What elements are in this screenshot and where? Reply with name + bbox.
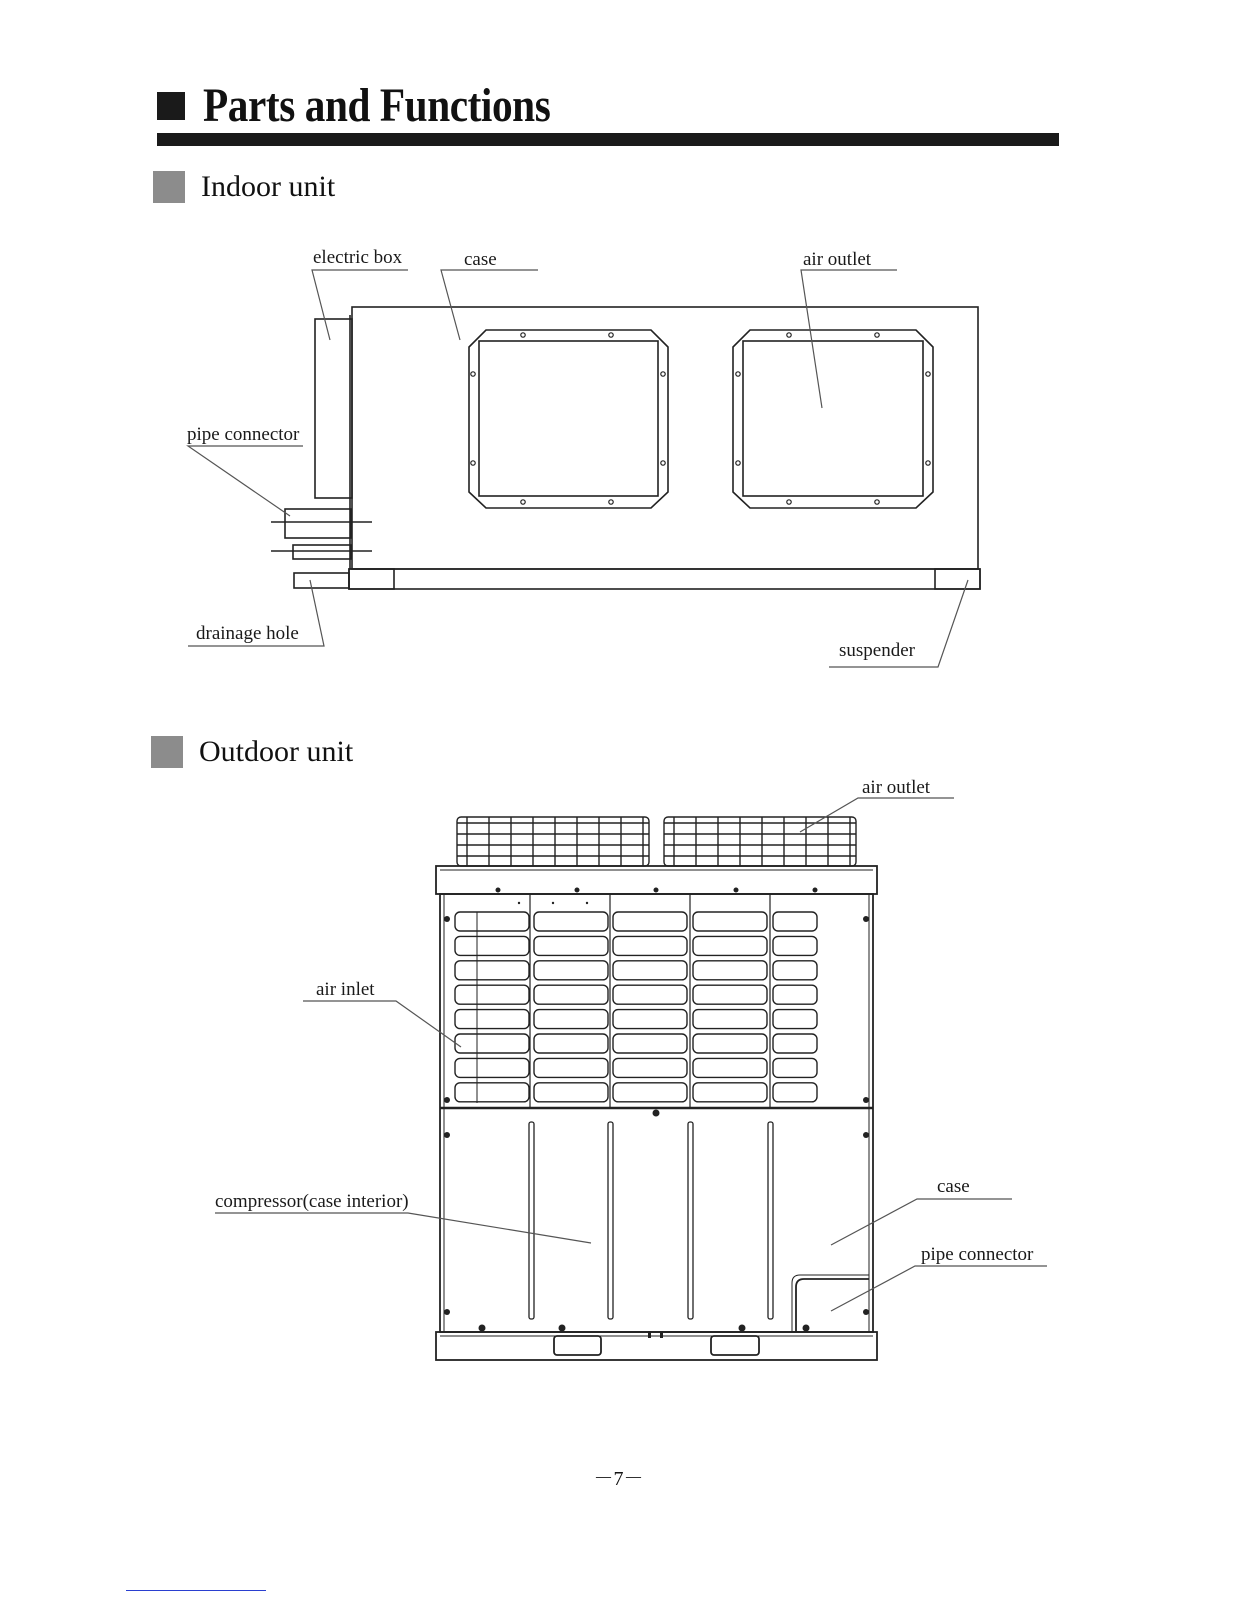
outdoor-unit-diagram [0, 760, 1237, 1380]
inlet-slot [693, 1083, 767, 1102]
inlet-slot [693, 961, 767, 980]
indoor-outlet-1 [469, 330, 668, 508]
indoor-heading-text: Indoor unit [201, 170, 336, 203]
inlet-slot [534, 912, 608, 931]
label-outdoor-compressor: compressor(case interior) [215, 1191, 409, 1212]
outdoor-heading-text: Outdoor unit [199, 735, 354, 768]
label-outdoor-pipe-connector: pipe connector [921, 1244, 1034, 1265]
inlet-slot [455, 936, 529, 955]
indoor-drainage-pipe [294, 573, 349, 588]
indoor-suspender [935, 569, 980, 589]
inlet-slot [693, 1034, 767, 1053]
indoor-outlet-2 [733, 330, 933, 508]
inlet-slot [455, 1058, 529, 1077]
inlet-slot [613, 1034, 687, 1053]
inlet-slot [455, 1034, 529, 1053]
inlet-slot [693, 1010, 767, 1029]
label-case: case [464, 249, 497, 270]
inlet-slot [534, 961, 608, 980]
inlet-slot [773, 1083, 817, 1102]
label-electric-box: electric box [313, 247, 403, 268]
label-pipe-connector: pipe connector [187, 424, 300, 445]
inlet-slot [693, 936, 767, 955]
page-number: －7－ [593, 1468, 644, 1490]
inlet-slot [613, 936, 687, 955]
inlet-slot [455, 1083, 529, 1102]
inlet-slot [455, 912, 529, 931]
inlet-slot [773, 1034, 817, 1053]
outdoor-air-inlet-grille [455, 912, 817, 1103]
inlet-slot [534, 1034, 608, 1053]
inlet-slot [534, 1058, 608, 1077]
inlet-slot [693, 912, 767, 931]
label-outdoor-case: case [937, 1176, 970, 1197]
indoor-electric-box [315, 319, 352, 498]
outdoor-pipe-connector [796, 1279, 869, 1332]
indoor-case-body [352, 307, 978, 569]
fan-guard-2 [664, 817, 856, 866]
inlet-slot [773, 1058, 817, 1077]
inlet-slot [773, 985, 817, 1004]
inlet-slot [613, 985, 687, 1004]
inlet-slot [613, 1083, 687, 1102]
label-outdoor-air-inlet: air inlet [316, 979, 375, 1000]
label-drainage-hole: drainage hole [196, 623, 299, 644]
inlet-slot [613, 1058, 687, 1077]
inlet-slot [613, 912, 687, 931]
outdoor-fan-guards [457, 817, 856, 866]
inlet-slot [534, 1010, 608, 1029]
fan-guard-1 [457, 817, 649, 866]
inlet-slot [773, 961, 817, 980]
page-title-text: Parts and Functions [203, 79, 551, 132]
footer-link-underline[interactable] [126, 1590, 266, 1591]
inlet-slot [534, 936, 608, 955]
label-suspender: suspender [839, 640, 915, 661]
inlet-slot [773, 1010, 817, 1029]
inlet-slot [613, 1010, 687, 1029]
indoor-unit-diagram [0, 0, 1237, 700]
inlet-slot [693, 1058, 767, 1077]
inlet-slot [613, 961, 687, 980]
inlet-slot [534, 985, 608, 1004]
label-outdoor-air-outlet: air outlet [862, 777, 931, 798]
inlet-slot [455, 961, 529, 980]
label-air-outlet: air outlet [803, 249, 872, 270]
inlet-slot [534, 1083, 608, 1102]
inlet-slot [455, 985, 529, 1004]
inlet-slot [693, 985, 767, 1004]
inlet-slot [773, 936, 817, 955]
inlet-slot [773, 912, 817, 931]
inlet-slot [455, 1010, 529, 1029]
